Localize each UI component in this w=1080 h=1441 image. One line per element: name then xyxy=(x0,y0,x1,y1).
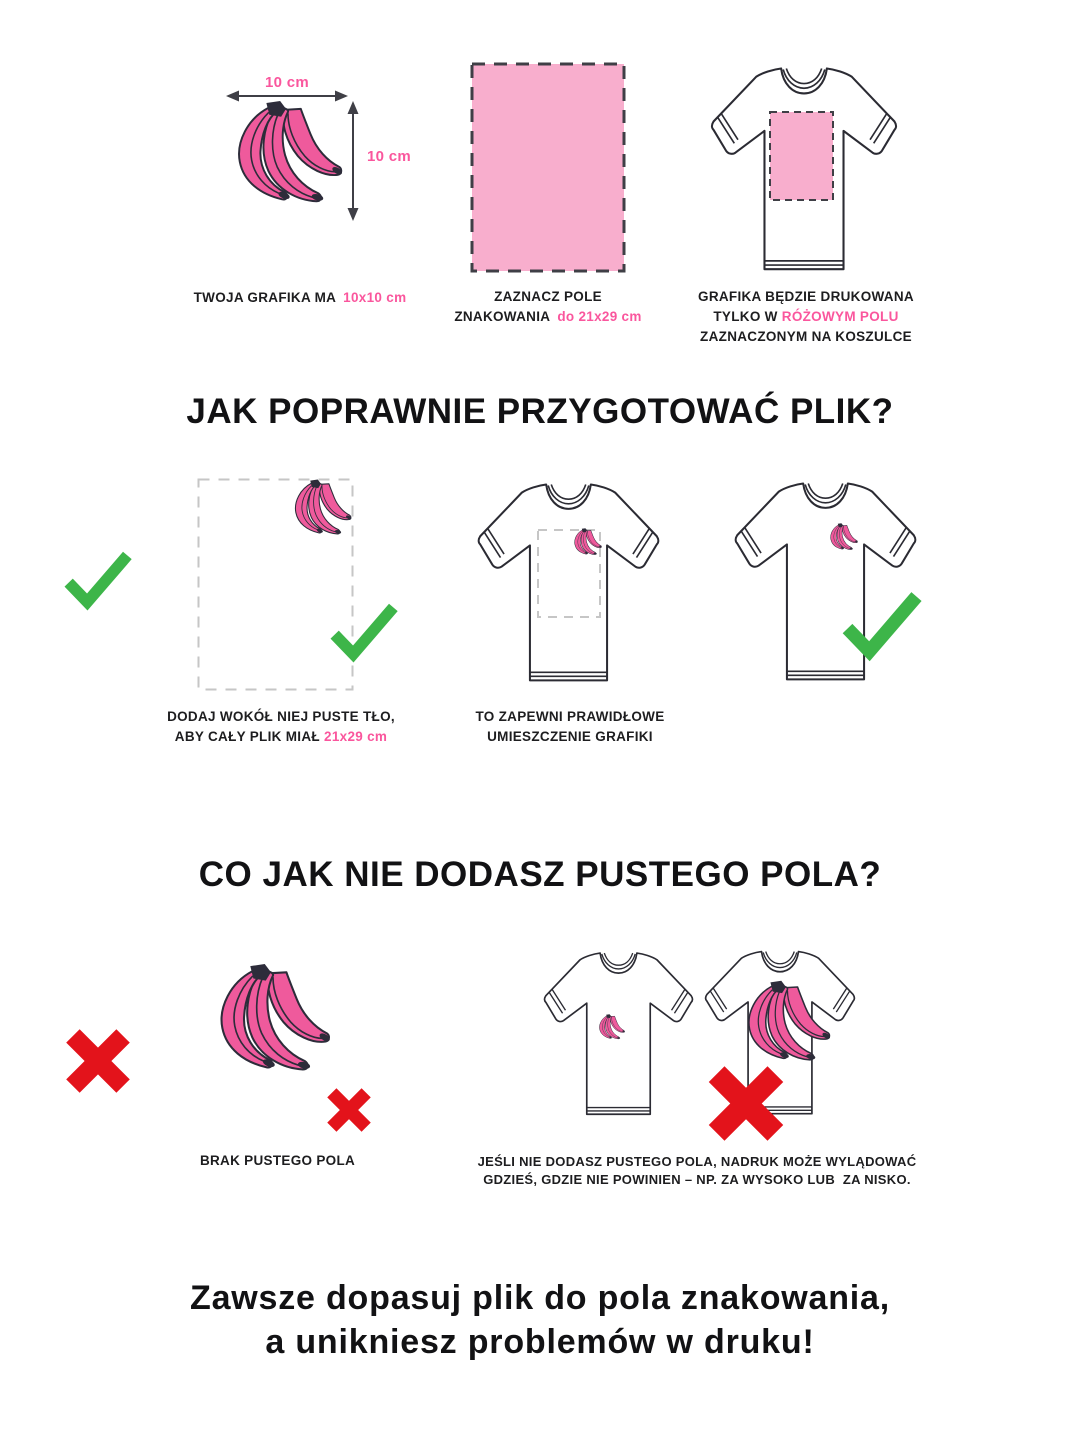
placement-caption-line1: TO ZAPEWNI PRAWIDŁOWE xyxy=(475,709,665,724)
banana-graphic-small-icon xyxy=(289,479,355,543)
banana-graphic-tiny-icon xyxy=(596,1014,627,1043)
tshirt-field-caption-line1: GRAFIKA BĘDZIE DRUKOWANA xyxy=(698,289,914,304)
checkmark-icon xyxy=(328,601,400,664)
red-x-small-icon xyxy=(323,1083,375,1137)
tshirt-field-caption-line2-text: TYLKO W xyxy=(713,309,778,324)
empty-background-caption-line2 xyxy=(156,727,406,747)
misplacement-caption-line2: GDZIEŚ, GDZIE NIE POWINIEN – NP. ZA WYSOKO LUB ZA NISKO. xyxy=(483,1172,911,1187)
checkmark-icon xyxy=(837,589,927,663)
print-area-rectangle xyxy=(470,62,626,273)
print-area-caption-line1: ZAZNACZ POLE xyxy=(494,289,602,304)
tshirt-field-caption xyxy=(676,287,936,347)
print-area-caption-line2-text: ZNAKOWANIA xyxy=(454,309,551,324)
how-to-heading: JAK POPRAWNIE PRZYGOTOWAĆ PLIK? xyxy=(186,392,894,431)
footer-advice-line2: a unikniesz problemów w druku! xyxy=(265,1323,815,1361)
tshirt-field-caption-line2-accent: RÓŻOWYM POLU xyxy=(781,309,899,324)
misplacement-caption-line1: JEŚLI NIE DODASZ PUSTEGO POLA, NADRUK MOŻE WYLĄDOWAĆ xyxy=(477,1154,917,1169)
placement-caption-line2: UMIESZCZENIE GRAFIKI xyxy=(487,729,653,744)
banana-graphic-icon xyxy=(210,963,336,1087)
graphic-size-caption-accent: 10x10 cm xyxy=(343,290,407,305)
print-area-caption xyxy=(430,287,666,327)
graphic-size-caption xyxy=(170,288,430,308)
red-x-icon xyxy=(60,1022,136,1100)
placement-caption xyxy=(445,707,695,747)
empty-background-caption xyxy=(156,707,406,747)
banana-graphic-icon xyxy=(227,100,349,218)
graphic-size-caption-text: TWOJA GRAFIKA MA xyxy=(193,290,337,305)
empty-background-caption-line1: DODAJ WOKÓŁ NIEJ PUSTE TŁO, xyxy=(167,709,395,724)
no-margin-caption: BRAK PUSTEGO POLA xyxy=(199,1153,356,1168)
tshirt-field-caption-line2 xyxy=(676,307,936,327)
checkmark-icon xyxy=(62,549,134,612)
width-dimension-label: 10 cm xyxy=(264,74,310,91)
height-dimension-label: 10 cm xyxy=(367,148,412,165)
empty-background-caption-line2-text: ABY CAŁY PLIK MIAŁ xyxy=(174,729,320,744)
footer-advice-line1: Zawsze dopasuj plik do pola znakowania, xyxy=(190,1279,890,1317)
empty-background-caption-line2-accent: 21x29 cm xyxy=(324,729,388,744)
misplacement-caption xyxy=(417,1153,977,1189)
print-area-caption-line2-accent: do 21x29 cm xyxy=(557,309,642,324)
tshirt-print-field-rectangle xyxy=(769,111,834,201)
tshirt-correct-print-icon xyxy=(724,471,927,700)
print-area-caption-line2 xyxy=(430,307,666,327)
banana-graphic-tiny-icon xyxy=(828,523,859,554)
red-x-icon xyxy=(700,1059,792,1148)
tshirt-field-caption-line3: ZAZNACZONYM NA KOSZULCE xyxy=(700,329,912,344)
wrong-file-heading: CO JAK NIE DODASZ PUSTEGO POLA? xyxy=(198,855,882,894)
banana-graphic-tiny-icon xyxy=(571,528,604,559)
